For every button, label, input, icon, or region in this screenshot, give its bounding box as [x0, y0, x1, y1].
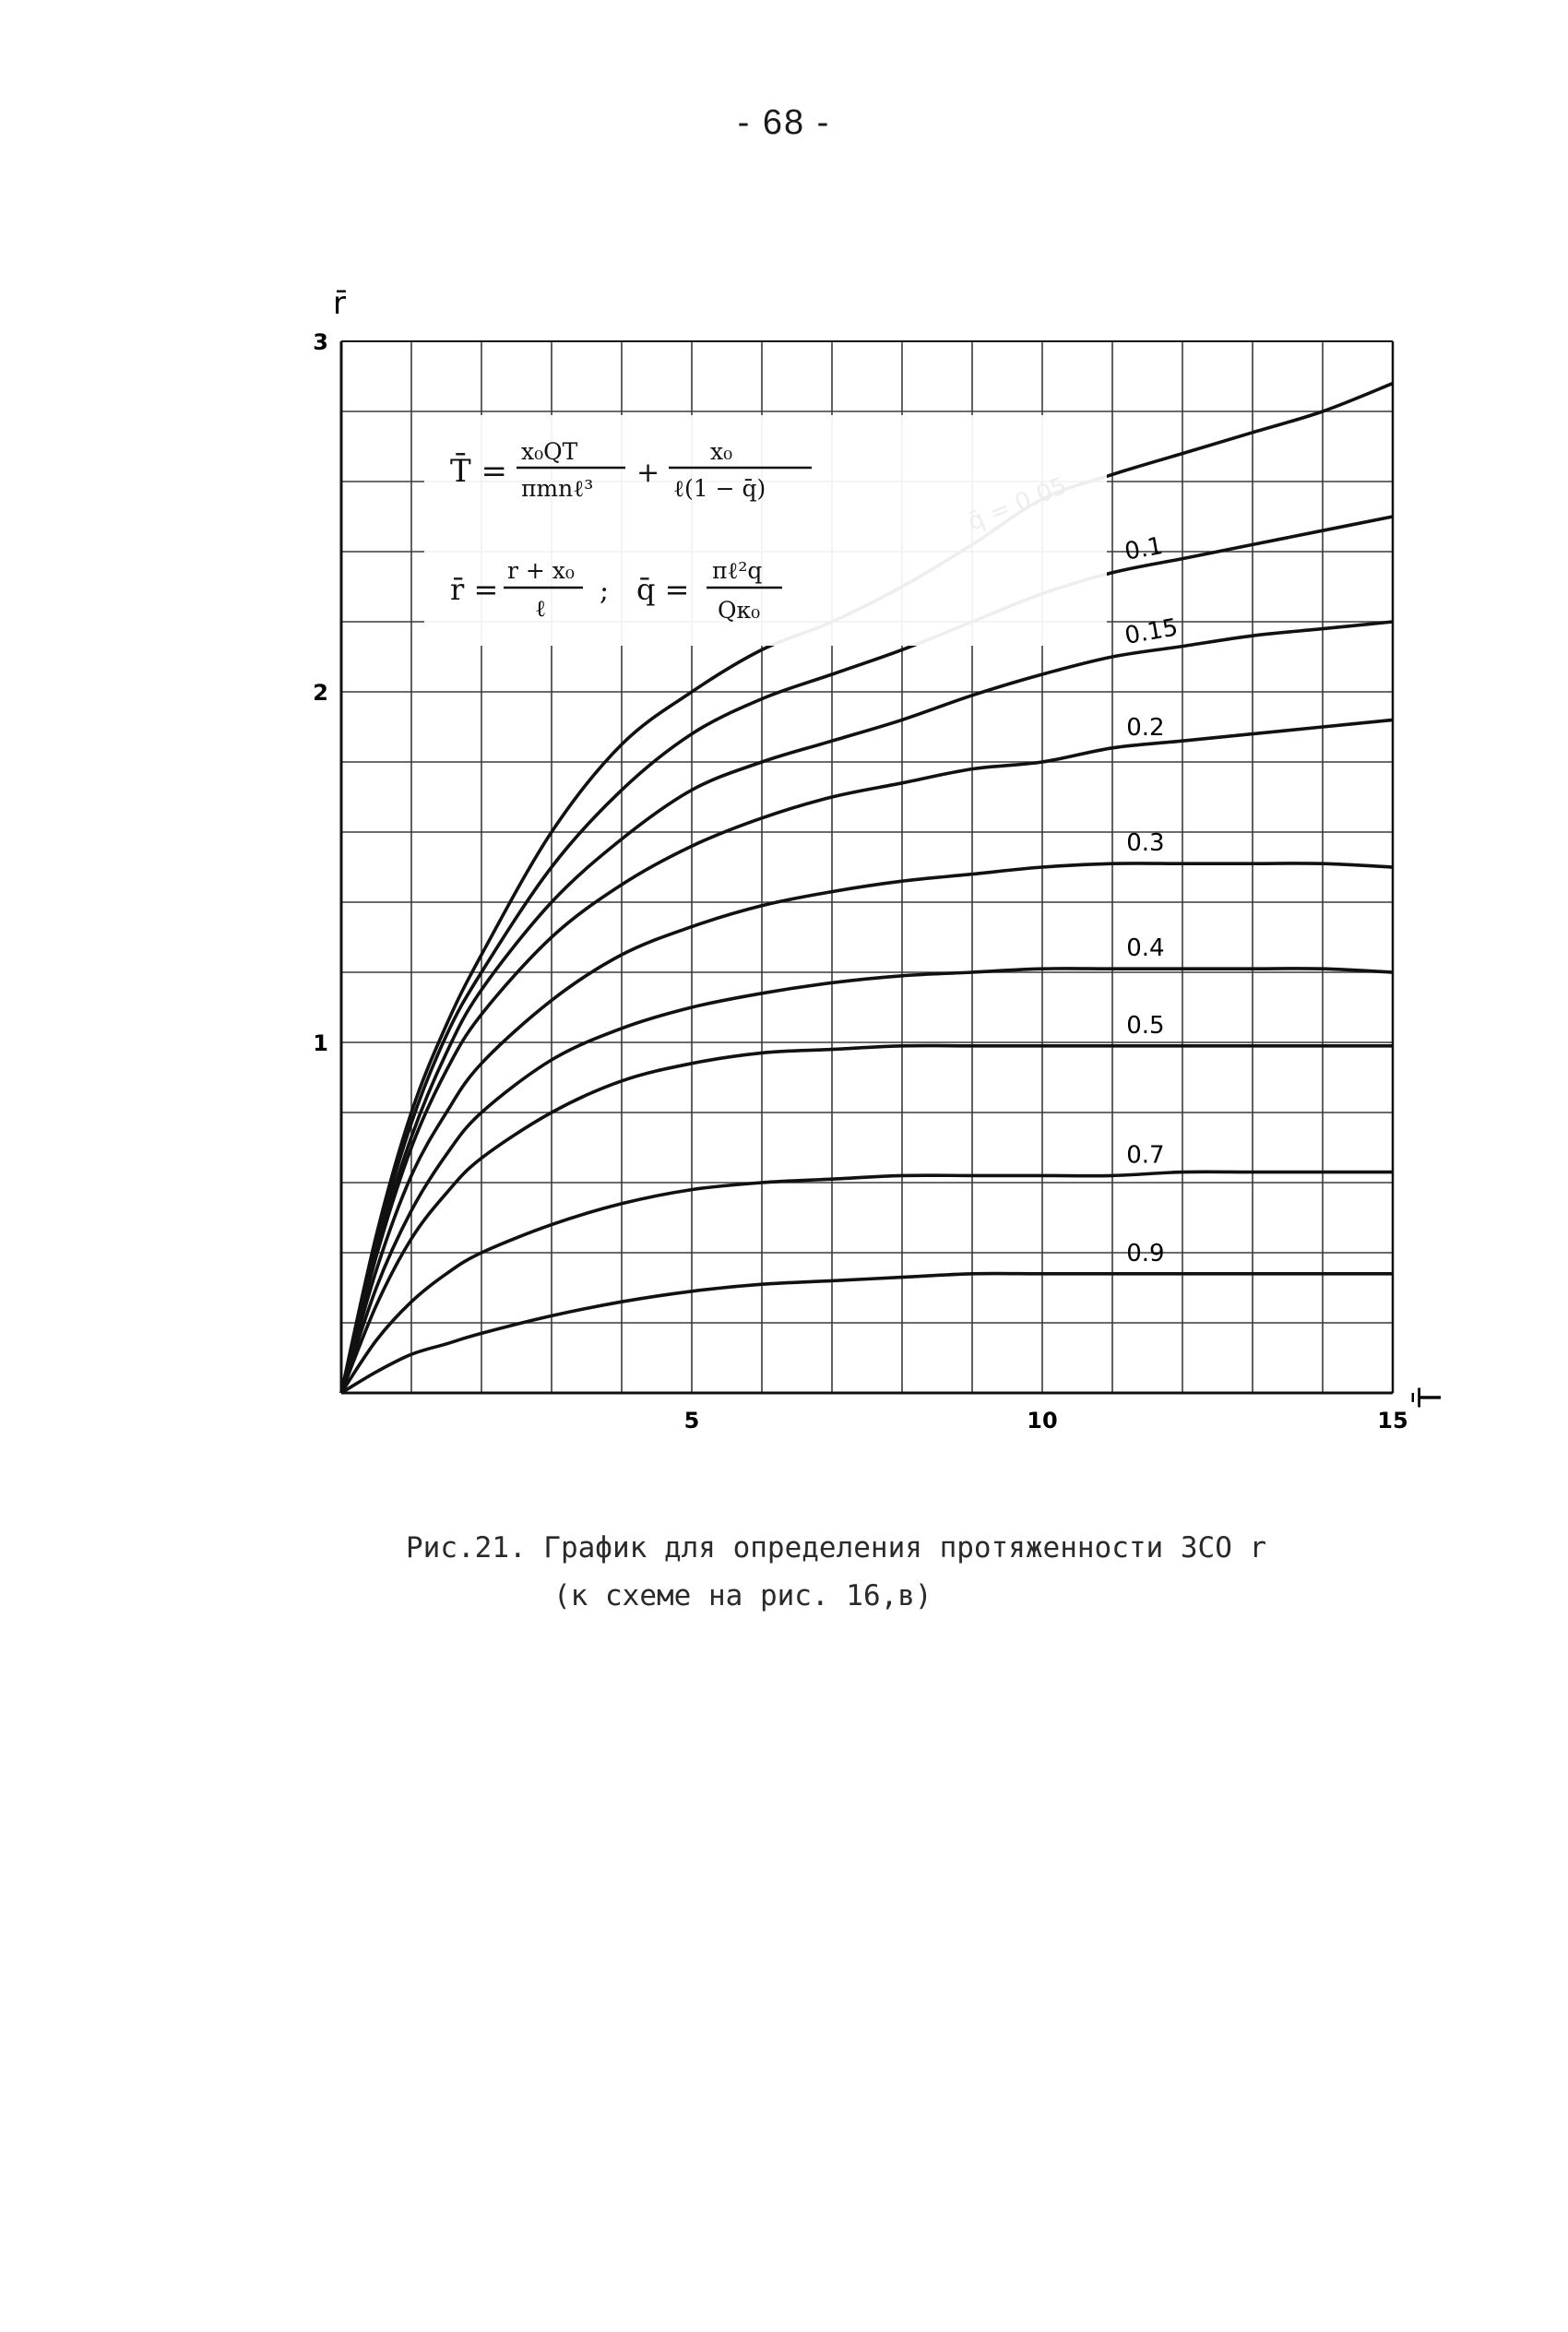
caption-line-2: (к схеме на рис. 16,в)	[553, 1579, 932, 1612]
formula-T-den1: πmnℓ³	[521, 475, 594, 502]
series-line	[341, 622, 1393, 1393]
x-axis-label: T̄	[1412, 1387, 1449, 1408]
series-line	[341, 517, 1393, 1393]
x-tick-label: 15	[1377, 1408, 1408, 1434]
formula-q-lhs: q̄ =	[636, 572, 690, 607]
series-label: 0.15	[1123, 613, 1181, 650]
formula-T-num1: x₀QT	[521, 438, 578, 465]
series-line	[341, 720, 1393, 1393]
x-tick-label: 5	[683, 1408, 700, 1434]
caption-line-1: Рис.21. График для определения протяженности ЗСО r	[406, 1531, 1267, 1565]
formula-q-num: πℓ²q	[712, 557, 763, 584]
formula-separator: ;	[600, 575, 610, 607]
y-tick-label: 2	[313, 680, 328, 706]
formula-block	[424, 415, 1107, 646]
series-label: 0.3	[1126, 829, 1165, 858]
series-line	[341, 1172, 1393, 1393]
formula-T-den2: ℓ(1 − q̄)	[673, 475, 766, 502]
formula-T-lhs: T̄ =	[450, 453, 507, 490]
formula-T-num2: x₀	[710, 438, 733, 465]
y-axis-label: r̄	[333, 285, 346, 322]
series-line	[341, 1274, 1393, 1393]
series-label: 0.4	[1126, 934, 1165, 963]
y-tick-label: 3	[313, 329, 328, 355]
y-tick-label: 1	[313, 1030, 328, 1056]
series-label: 0.2	[1126, 713, 1165, 742]
formula-q-den: Qκ₀	[718, 597, 761, 624]
formula-T-plus: +	[636, 457, 660, 489]
formula-r-num: r + x₀	[507, 557, 575, 584]
formula-r-den: ℓ	[535, 595, 546, 622]
formula-r-lhs: r̄ =	[450, 572, 499, 607]
x-tick-label: 10	[1027, 1408, 1058, 1434]
series-label: 0.9	[1126, 1239, 1165, 1267]
series-label: 0.5	[1126, 1011, 1165, 1040]
page-number: - 68 -	[737, 103, 831, 142]
chart	[277, 277, 1476, 1476]
series-label: 0.7	[1126, 1141, 1165, 1170]
series-label: 0.1	[1123, 531, 1166, 566]
